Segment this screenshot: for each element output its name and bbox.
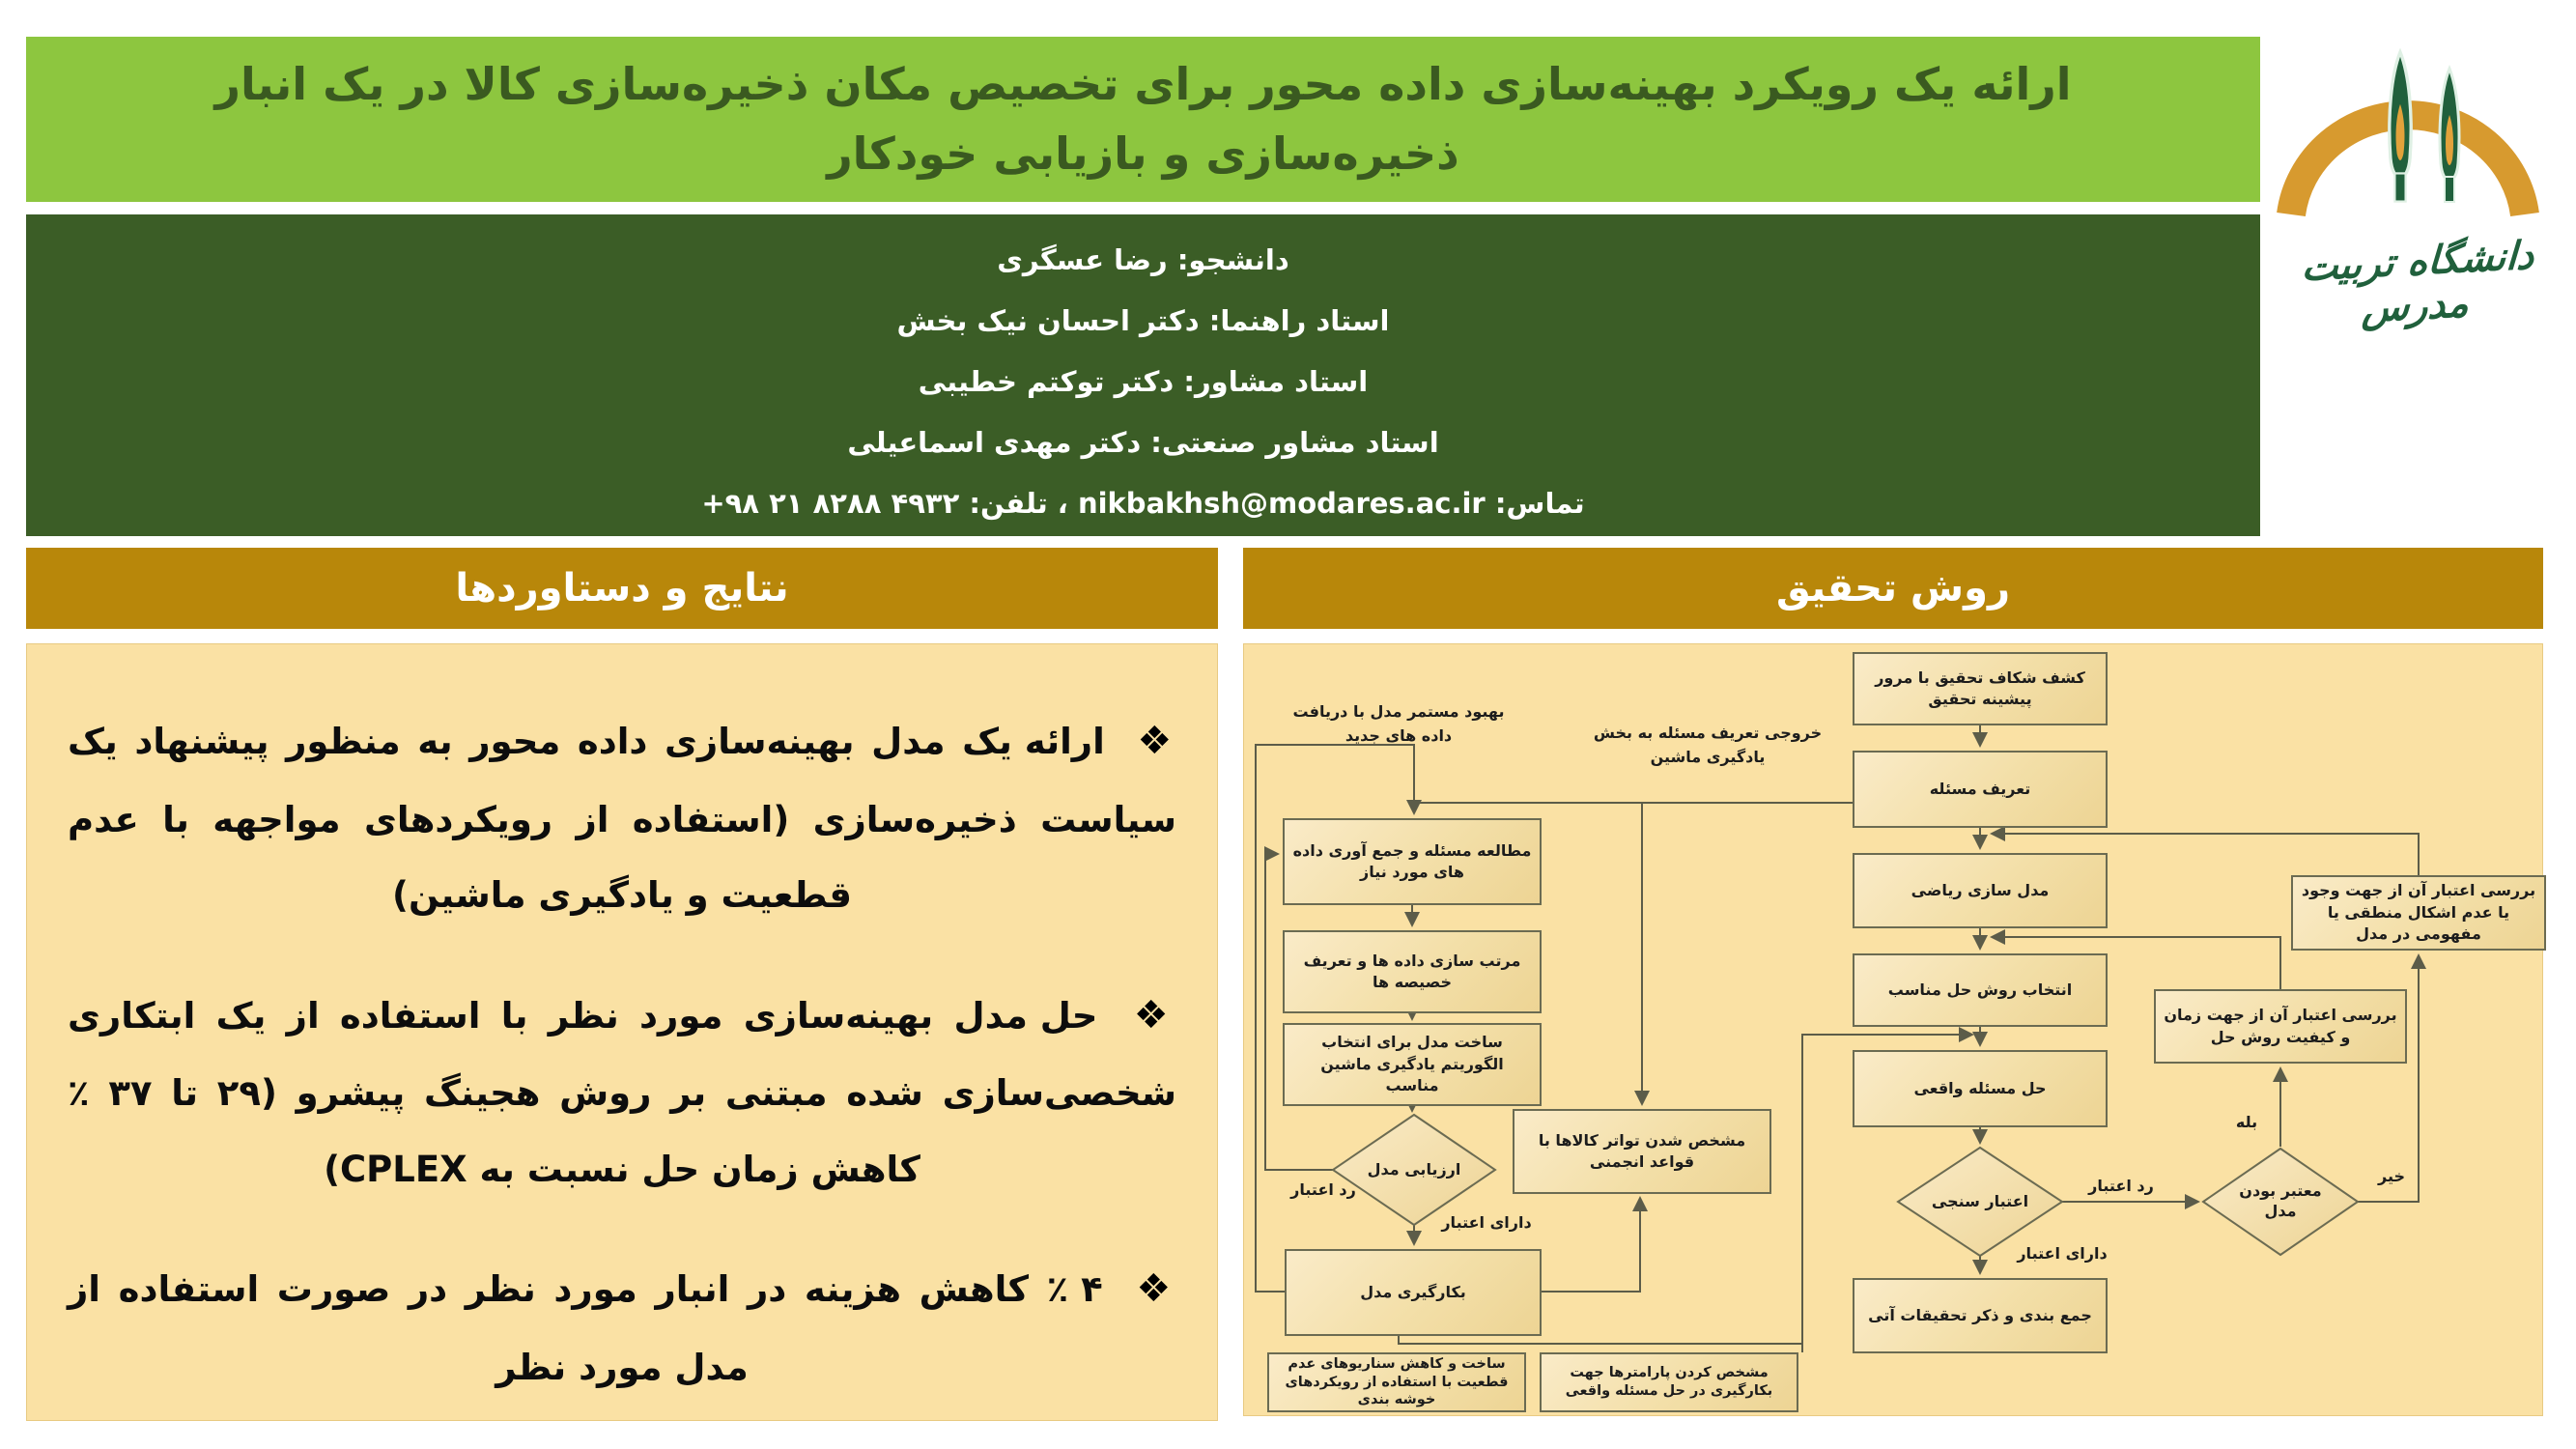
results-header: نتایج و دستاوردها [26,548,1218,629]
result-text-2: حل مدل بهینه‌سازی مورد نظر با استفاده از یک ابتکاری شخصی‌سازی شده مبتنی بر روش هجینگ پیشرو (۲۹ تا ۳۷ ٪ کاهش زمان حل نسبت به CPLEX) [68,994,1177,1190]
flow-node-parameters: مشخص کردن پارامترها جهت بکارگیری در حل مسئله واقعی [1540,1352,1798,1412]
authors-block [26,214,2260,536]
flow-node-solve-real: حل مسئله واقعی [1853,1050,2108,1127]
contact-line [26,473,2260,534]
evaluate-label: ارزیابی مدل [1367,1159,1461,1179]
result-text-1: ارائه یک مدل بهینه‌سازی داده محور به منظور پیشنهاد یک سیاست ذخیره‌سازی (استفاده از رویکردهای مواجهه با عدم قطعیت و یادگیری ماشین) [68,721,1176,917]
flow-node-scenarios: ساخت و کاهش سناریوهای عدم قطعیت با استفاده از رویکردهای خوشه بندی [1267,1352,1526,1412]
advisor-line: استاد مشاور: دکتر توکتم خطیبی [918,365,1369,398]
flow-node-turnover: مشخص شدن تواتر کالاها با قواعد انجمنی [1513,1109,1771,1194]
flow-node-math-model: مدل سازی ریاضی [1853,853,2108,928]
annotation-improve: بهبود مستمر مدل با دریافت داده های جدید [1292,702,1505,745]
edge-reject-ml: رد اعتبار [1290,1179,1356,1199]
flow-node-sort: مرتب سازی داده ها و تعریف خصیصه ها [1283,930,1542,1013]
edge-yes: بله [2235,1112,2258,1131]
diamond-bullet-icon: ❖ [1136,1266,1177,1312]
result-bullet-1 [68,700,1176,934]
flow-node-choose-method: انتخاب روش حل مناسب [1853,953,2108,1027]
flow-node-logic-check: بررسی اعتبار آن از جهت وجود یا عدم اشکال منطقی یا مفهومی در مدل [2291,875,2546,951]
validation-label: اعتبار سنجی [1931,1191,2029,1210]
student-line: دانشجو: رضا عسگری [997,243,1289,276]
flow-node-study: مطالعه مسئله و جمع آوری داده های مورد نیاز [1283,818,1542,905]
poster-title: ارائه یک رویکرد بهینه‌سازی داده محور برای تخصیص مکان ذخیره‌سازی کالا در یک انبار ذخیره‌سازی و بازیابی خودکار [26,37,2260,202]
contact-label: تماس: [1494,487,1585,520]
results-panel [26,643,1218,1421]
result-bullet-3 [68,1248,1176,1406]
model-valid-label: معتبر بودن مدل [2239,1181,2322,1220]
edge-reject-main: رد اعتبار [2088,1176,2154,1195]
flow-node-build-model: ساخت مدل برای انتخاب الگوریتم یادگیری ماشین مناسب [1283,1023,1542,1106]
result-text-3: ۴ ٪ کاهش هزینه در انبار مورد نظر در صورت استفاده از مدل مورد نظر [68,1268,1103,1389]
industrial-advisor-line: استاد مشاور صنعتی: دکتر مهدی اسماعیلی [847,426,1439,459]
diamond-bullet-icon: ❖ [1137,719,1176,763]
logo-wordmark: دانشگاه تربیت مدرس [2300,233,2535,332]
diamond-bullet-icon: ❖ [1133,992,1176,1037]
flow-node-apply: بکارگیری مدل [1285,1249,1542,1336]
result-bullet-2 [68,975,1176,1208]
phone-number: +۹۸ ۲۱ ۸۲۸۸ ۴۹۳۲ [701,487,960,520]
phone-label: ، تلفن: [969,487,1068,520]
supervisor-line: استاد راهنما: دکتر احسان نیک بخش [896,304,1390,337]
flow-node-define: تعریف مسئله [1853,751,2108,828]
method-panel [1243,643,2543,1416]
flow-node-time-check: بررسی اعتبار آن از جهت زمان و کیفیت روش حل [2154,989,2407,1064]
flow-node-conclude: جمع بندی و ذکر تحقیقات آتی [1853,1278,2108,1353]
flow-node-gap: کشف شکاف تحقیق با مرور پیشینه تحقیق [1853,652,2108,725]
logo-tree-right [2440,69,2459,202]
university-logo [2262,25,2571,332]
edge-accept-main: دارای اعتبار [2017,1243,2108,1263]
method-header: روش تحقیق [1243,548,2543,629]
contact-email: nikbakhsh@modares.ac.ir [1077,487,1486,520]
edge-no: خیر [2378,1166,2406,1185]
annotation-output: خروجی تعریف مسئله به بخش یادگیری ماشین [1593,724,1823,766]
edge-accept-ml: دارای اعتبار [1441,1212,1532,1232]
logo-tree-left [2390,52,2411,202]
